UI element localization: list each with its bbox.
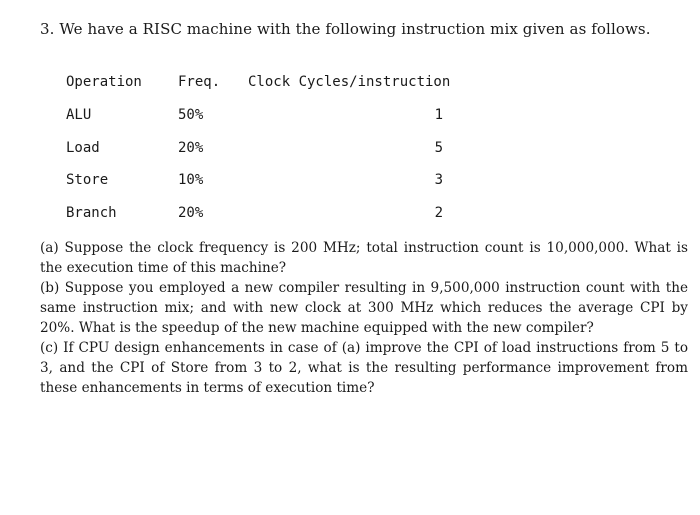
header-operation: Operation xyxy=(66,74,142,90)
part-a: (a) Suppose the clock frequency is 200 MHz; total instruction count is 10,000,000. What is the execution time of this machine? xyxy=(40,240,688,276)
table-row xyxy=(60,197,458,230)
question-parts xyxy=(40,238,688,398)
cell-cpi: 2 xyxy=(434,204,443,221)
cell-operation: Store xyxy=(66,172,109,189)
cell-operation: Branch xyxy=(66,204,117,221)
cell-operation: Load xyxy=(66,139,100,156)
header-freq: Freq. xyxy=(178,74,221,90)
cell-freq: 10% xyxy=(178,172,204,189)
cell-freq: 50% xyxy=(178,107,204,124)
cell-freq: 20% xyxy=(178,204,204,221)
table-row xyxy=(60,132,458,165)
table-row xyxy=(60,99,458,132)
table-row xyxy=(60,164,458,197)
instruction-mix-table xyxy=(60,65,458,229)
cell-cpi: 5 xyxy=(434,139,443,156)
table-header-row xyxy=(60,65,458,99)
part-b: (b) Suppose you employed a new compiler resulting in 9,500,000 instruction count with the same instruction mix; and with new clock at 300 MHz which reduces the average CPI by 20%. What is the speedup of the new machine equipped with the new compiler? xyxy=(40,280,688,336)
cell-cpi: 1 xyxy=(434,107,443,124)
header-cpi: Clock Cycles/instruction xyxy=(248,74,451,90)
part-c: (c) If CPU design enhancements in case of (a) improve the CPI of load instructions from 5 to 3, and the CPI of Store from 3 to 2, what is the resulting performance improvement from these enhancements in terms of execution time? xyxy=(40,340,688,396)
cell-operation: ALU xyxy=(66,107,92,124)
cell-freq: 20% xyxy=(178,139,204,156)
question-title: 3. We have a RISC machine with the following instruction mix given as follows. xyxy=(40,20,651,38)
cell-cpi: 3 xyxy=(434,172,443,189)
